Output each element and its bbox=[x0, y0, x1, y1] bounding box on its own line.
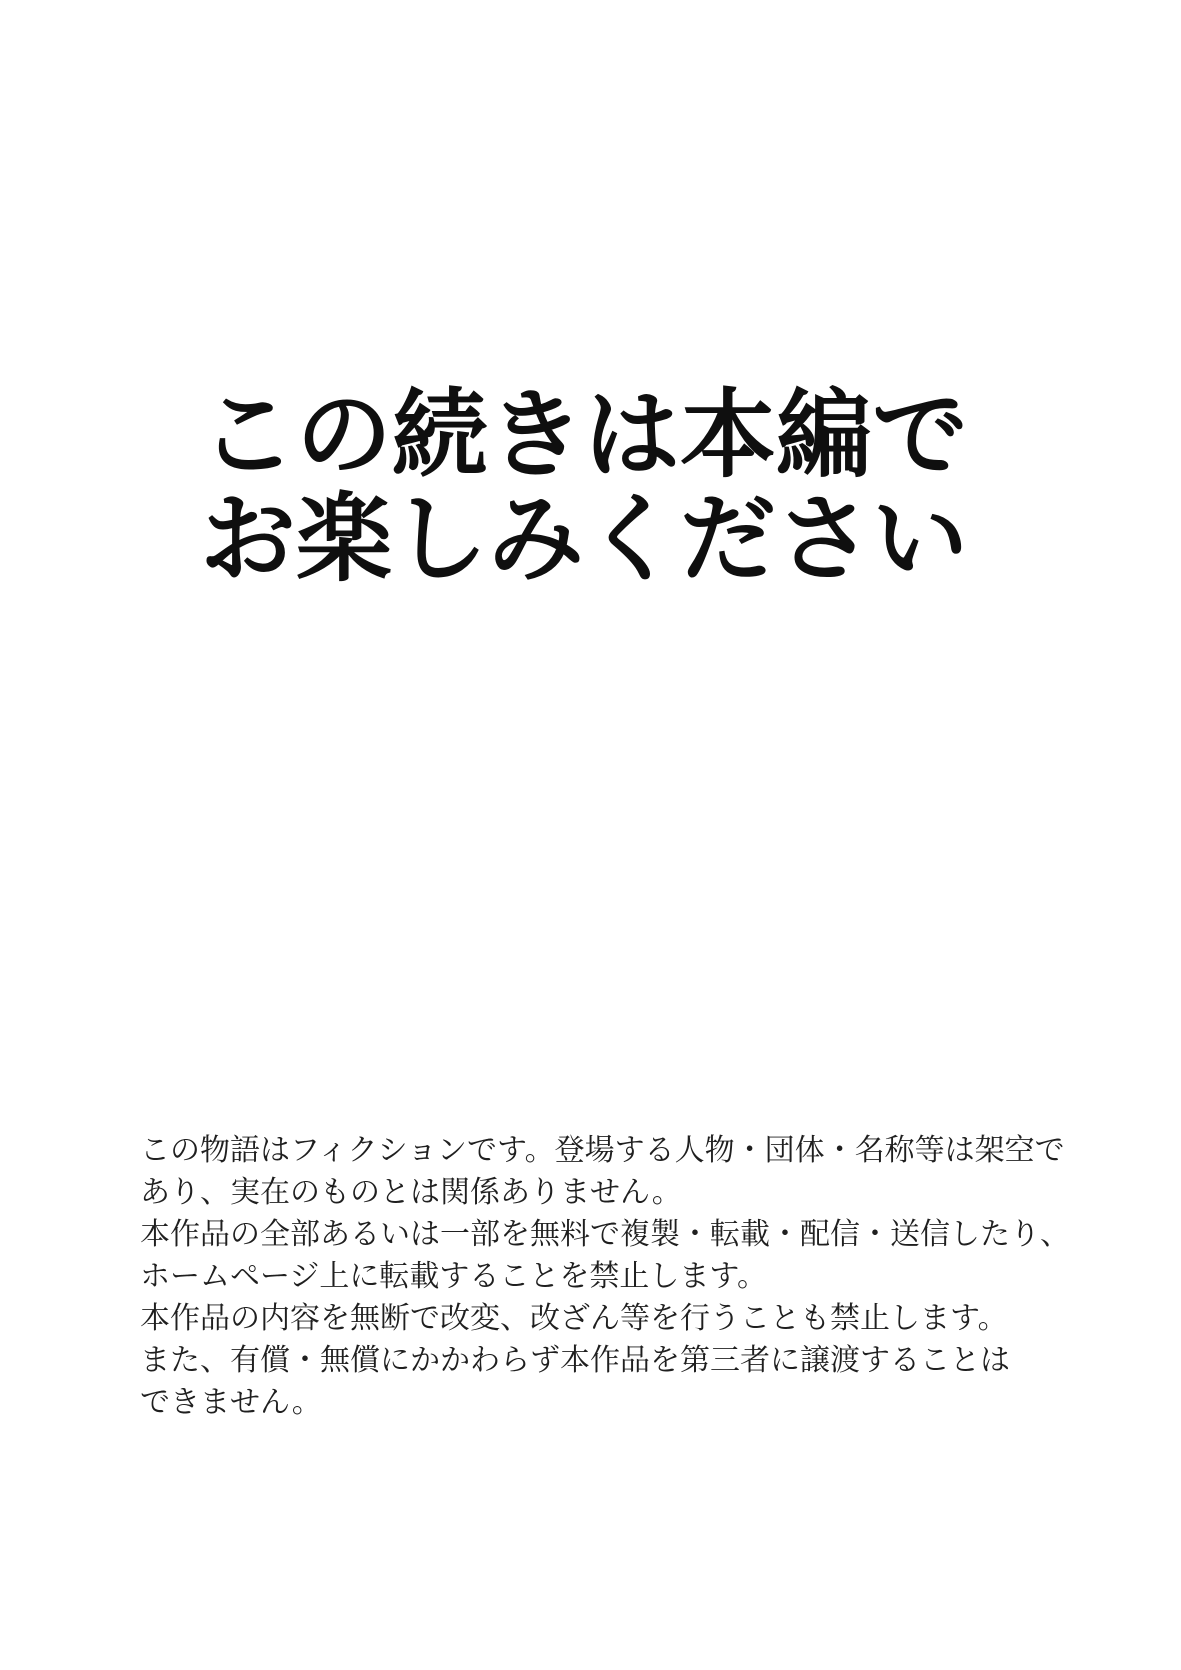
disclaimer-line-1: この物語はフィクションです。登場する人物・団体・名称等は架空で bbox=[140, 1134, 1065, 1167]
disclaimer-line-6: また、有償・無償にかかわらず本作品を第三者に譲渡することは bbox=[140, 1344, 1010, 1377]
disclaimer-line-7: できません。 bbox=[140, 1386, 322, 1419]
disclaimer-text bbox=[140, 1130, 1070, 1424]
page-title-line-2: お楽しみください bbox=[200, 486, 968, 593]
page-title bbox=[200, 384, 968, 592]
disclaimer-line-5: 本作品の内容を無断で改変、改ざん等を行うことも禁止します。 bbox=[140, 1302, 1008, 1335]
disclaimer-line-2: あり、実在のものとは関係ありません。 bbox=[140, 1176, 682, 1209]
page-title-line-1: この続きは本編で bbox=[200, 382, 968, 489]
disclaimer-line-3: 本作品の全部あるいは一部を無料で複製・転載・配信・送信したり、 bbox=[140, 1218, 1070, 1251]
disclaimer-line-4: ホームページ上に転載することを禁止します。 bbox=[140, 1260, 767, 1293]
